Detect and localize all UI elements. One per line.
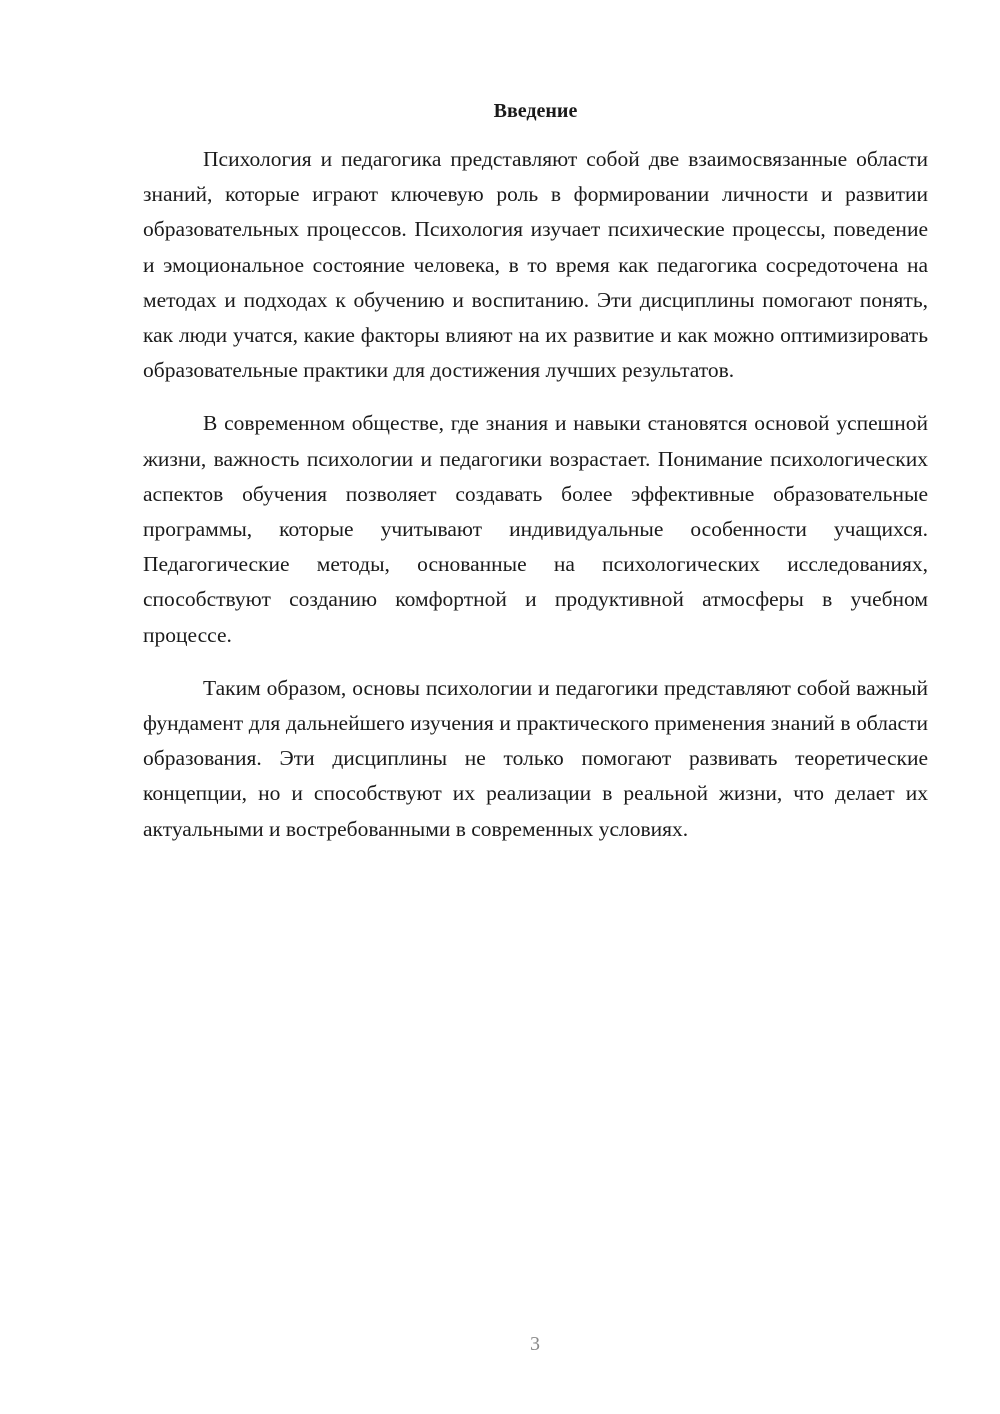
paragraph-1: Психология и педагогика представляют собой две взаимосвязанные области знаний, которые играют ключевую роль в формировании личности и развитии образовательных процессов. Психология изучает психические процессы, поведение и эмоциональное состояние человека, в то время как педагогика сосредоточена на методах и подходах к обучению и воспитанию. Эти дисциплины помогают понять, как люди учатся, какие факторы влияют на их развитие и как можно оптимизировать образовательные практики для достижения лучших результатов. (143, 147, 928, 383)
page-content (143, 96, 928, 865)
paragraph-2: В современном обществе, где знания и навыки становятся основой успешной жизни, важность психологии и педагогики возрастает. Понимание психологических аспектов обучения позволяет создавать более эффективные образовательные программы, которые учитывают индивидуальные особенности учащихся. Педагогические методы, основанные на психологических исследованиях, способствуют созданию комфортной и продуктивной атмосферы в учебном процессе. (143, 411, 928, 647)
paragraph-3: Таким образом, основы психологии и педагогики представляют собой важный фундамент для дальнейшего изучения и практического применения знаний в области образования. Эти дисциплины не только помогают развивать теоретические концепции, но и способствуют их реализации в реальной жизни, что делает их актуальными и востребованными в современных условиях. (143, 675, 928, 841)
page-title: Введение (493, 100, 578, 122)
page-number: 3 (530, 1333, 540, 1355)
